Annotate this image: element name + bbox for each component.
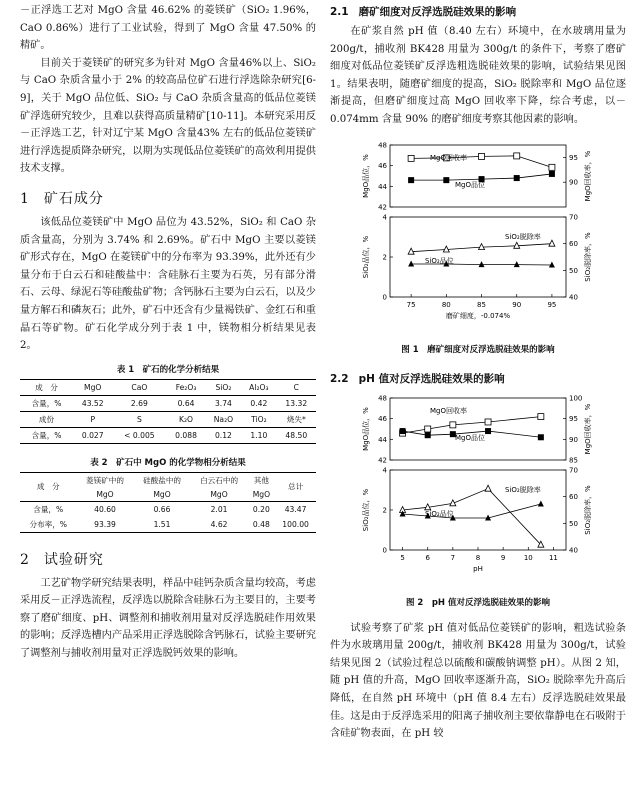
table-cell: 成份 xyxy=(20,411,73,427)
data-point xyxy=(425,426,431,432)
table-cell: MgO xyxy=(153,489,171,499)
table-cell: MgO xyxy=(96,489,114,499)
top-panel-frame xyxy=(390,398,566,460)
subsection-2-1-title: 磨矿细度对反浮选脱硅效果的影响 xyxy=(358,6,517,18)
x-tick-label: 95 xyxy=(547,300,557,309)
table-cell: S xyxy=(112,411,166,427)
data-point xyxy=(485,419,491,425)
y-tick-label: 48 xyxy=(378,394,387,403)
legend-sio2-removal: SiO₂脱除率 xyxy=(505,232,541,241)
right-column xyxy=(330,0,626,743)
table-cell: 含量，% xyxy=(20,395,73,411)
table-cell: 菱镁矿中的 xyxy=(76,472,133,488)
y-tick-label: 2 xyxy=(382,506,387,515)
table-cell: 烧失* xyxy=(277,411,316,427)
table-row xyxy=(20,517,316,533)
table-cell: Na₂O xyxy=(206,411,241,427)
table-cell: Fe₂O₃ xyxy=(166,379,205,395)
y-tick-label: 4 xyxy=(382,466,387,475)
y-tick-label: 95 xyxy=(569,414,578,423)
data-point xyxy=(425,432,431,438)
data-point xyxy=(408,177,414,183)
table-cell: 其他 xyxy=(248,472,276,488)
y-axis-label-bottom-left: SiO₂品位，% xyxy=(362,488,370,531)
table-cell: 40.60 xyxy=(76,501,133,517)
y-tick-label: 85 xyxy=(569,456,578,465)
table-cell: 0.088 xyxy=(166,427,205,443)
section-2-paragraph: 工艺矿物学研究结果表明，样品中硅钙杂质含量均较高，考虑采用反－正浮选流程，反浮选以脱除含硅脉石为主要目的，主要考察了磨矿细度、pH、调整剂和捕收剂用量对反浮选脱硅作用效果的影响；反浮选槽内产品采用正浮选脱除含钙脉石，试验主要研究了调整剂与捕收剂用量对正浮选脱钙效果的影响。 xyxy=(20,577,316,660)
bottom-panel-frame xyxy=(390,217,566,297)
y-tick-label: 48 xyxy=(378,141,387,150)
x-tick-label: 10 xyxy=(523,553,533,562)
table-1-header-row xyxy=(20,379,316,395)
data-point xyxy=(408,260,414,266)
table-row xyxy=(20,501,316,517)
x-tick-label: 80 xyxy=(441,300,451,309)
series-triangle-open xyxy=(408,240,555,254)
subsection-2-1-paragraph: 在矿浆自然 pH 值（8.40 左右）环境中，在水玻璃用量为 200g/t，捕收剂 BK428 用量为 300g/t 的条件下，考察了磨矿细度对低品位菱镁矿反浮选粗选脱硅效果的影响，试验结果见图 1。结果表明，随磨矿细度的提高，SiO₂ 脱除率和 MgO 品位逐渐提高，但磨矿细度过高 MgO 回收率下降，综合考虑，以－0.074mm 含量 90% 的磨矿细度考察其他因素的影响。 xyxy=(330,26,626,125)
table-cell: 4.62 xyxy=(191,517,248,533)
subsection-2-2-title: pH 值对反浮选脱硅效果的影响 xyxy=(358,372,505,385)
subsection-2-1-number: 2.1 xyxy=(330,6,349,18)
data-point xyxy=(549,240,555,246)
table-2-header-row xyxy=(20,472,316,488)
data-point xyxy=(485,428,491,434)
table-row xyxy=(20,395,316,411)
x-tick-label: 6 xyxy=(425,553,430,562)
y-tick-label: 70 xyxy=(569,213,578,222)
y-tick-label: 0 xyxy=(382,293,387,302)
data-point xyxy=(549,261,555,267)
table-cell: 93.39 xyxy=(76,517,133,533)
table-cell: 含量，% xyxy=(20,427,73,443)
data-point xyxy=(479,243,485,249)
legend-mgo-recovery: MgO回收率 xyxy=(430,406,467,415)
series-triangle-open xyxy=(400,485,544,547)
y-tick-label: 0 xyxy=(382,546,387,555)
table-cell: 0.12 xyxy=(206,427,241,443)
series-line xyxy=(403,504,541,518)
x-tick-label: 8 xyxy=(475,553,481,562)
table-2-caption: 表 2 矿石中 MgO 的化学物相分析结果 xyxy=(90,457,246,468)
y-tick-label: 2 xyxy=(382,253,387,262)
data-point xyxy=(479,153,485,159)
y-tick-label: 90 xyxy=(569,178,578,187)
section-1-number: 1 xyxy=(20,190,30,207)
table-cell: 43.52 xyxy=(73,395,112,411)
section-1-heading xyxy=(20,188,316,208)
figure-2-caption: 图 2 pH 值对反浮选脱硅效果的影响 xyxy=(405,597,551,608)
y-axis-label-top-left: MgO品位，% xyxy=(362,153,370,198)
table-cell: TiO₂ xyxy=(241,411,276,427)
table-cell: SiO₂ xyxy=(206,379,241,395)
y-axis-label-top-right: MgO回收率，% xyxy=(584,150,592,201)
after-figure-paragraph: 试验考察了矿浆 pH 值对低品位菱镁矿的影响，粗选试验条件为水玻璃用量 200g/t，捕收剂 BK428 用量为 300g/t，试验结果见图 2（试验过程总以硫酸和碳酸钠调整 pH）。从图 2 知，随 pH 值的升高，MgO 回收率逐渐升高，SiO₂ 脱除率先升高后降低，在自然 pH 环境中（pH 值 8.4 左右）反浮选脱硅效果最佳。这是由于反浮选采用的阳离子捕收剂主要依靠静电在石吸附于含硅矿物表面，在 pH 较 xyxy=(330,622,626,740)
section-2-number: 2 xyxy=(20,551,30,568)
data-point xyxy=(514,175,520,181)
y-axis-label-bottom-right: SiO₂脱除率，% xyxy=(584,484,592,535)
table-2 xyxy=(20,472,316,533)
table-cell: K₂O xyxy=(166,411,205,427)
legend-sio2-removal: SiO₂脱除率 xyxy=(505,485,541,494)
data-point xyxy=(538,500,544,506)
table-cell: 2.01 xyxy=(191,501,248,517)
x-tick-label: 9 xyxy=(500,553,506,562)
y-axis-label-bottom-right: SiO₂脱除率，% xyxy=(584,231,592,282)
table-cell: 0.027 xyxy=(73,427,112,443)
data-point xyxy=(485,485,491,491)
table-cell: 0.66 xyxy=(134,501,191,517)
x-tick-label: 11 xyxy=(548,553,558,562)
x-axis-label: pH xyxy=(473,564,483,573)
table-cell: 含量，% xyxy=(20,501,76,517)
data-point xyxy=(450,421,456,427)
y-axis-label-bottom-left: SiO₂品位，% xyxy=(362,235,370,278)
figure-2-chart xyxy=(330,390,626,590)
data-point xyxy=(549,170,555,176)
y-tick-label: 60 xyxy=(569,492,578,501)
table-cell: 成 分 xyxy=(20,379,73,395)
y-tick-label: 40 xyxy=(569,546,578,555)
y-tick-label: 50 xyxy=(569,266,578,275)
data-point xyxy=(538,434,544,440)
data-point xyxy=(514,152,520,158)
y-tick-label: 44 xyxy=(378,182,387,191)
series-line xyxy=(403,416,541,433)
y-tick-label: 42 xyxy=(378,456,387,465)
section-1-paragraph: 该低品位菱镁矿中 MgO 品位为 43.52%，SiO₂ 和 CaO 杂质含量高，分别为 3.74% 和 2.69%。矿石中 MgO 主要以菱镁矿形式存在，MgO 在菱镁矿中的分布率为 93.39%，此外还有少量分布于白云石和硅酸盐中：含硅脉石主要为石英，另有部分滑石、云母、绿泥石等硅酸盐矿物；含钙脉石主要为白云石，以及少量方解石和磷灰石；此外，矿石中还含有少量褐铁矿、金红石和重晶石等矿物。矿石化学成分列于表 1 中，镁物相分析结果见表 2。 xyxy=(20,216,316,352)
data-point xyxy=(479,261,485,267)
bottom-panel-frame xyxy=(390,470,566,550)
table-cell: 1.10 xyxy=(241,427,276,443)
y-axis-label-top-right: MgO回收率，% xyxy=(584,403,592,454)
table-cell: C xyxy=(277,379,316,395)
x-tick-label: 7 xyxy=(450,553,456,562)
intro-paragraph-1: －正浮选工艺对 MgO 含量 46.62% 的菱镁矿（SiO₂ 1.96%，CaO 0.86%）进行了工业试验，得到了 MgO 含量 47.50% 的精矿。 xyxy=(20,5,316,52)
table-cell: 2.69 xyxy=(112,395,166,411)
table-1 xyxy=(20,379,316,444)
series-line xyxy=(403,488,541,544)
legend-mgo-recovery: MgO回收率 xyxy=(430,153,467,162)
y-tick-label: 60 xyxy=(569,239,578,248)
subsection-2-2-heading xyxy=(330,371,626,386)
data-point xyxy=(408,155,414,161)
y-axis-label-top-left: MgO品位，% xyxy=(362,406,370,451)
table-cell: P xyxy=(73,411,112,427)
data-point xyxy=(514,261,520,267)
legend-mgo-grade: MgO品位 xyxy=(455,433,485,442)
series-triangle-filled xyxy=(400,500,544,520)
table-cell: 0.64 xyxy=(166,395,205,411)
legend-mgo-grade: MgO品位 xyxy=(455,180,485,189)
table-cell: 分布率，% xyxy=(20,517,76,533)
y-tick-label: 100 xyxy=(569,394,583,403)
table-row xyxy=(20,411,316,427)
figure-1-chart xyxy=(330,137,626,337)
table-cell: 43.47 xyxy=(275,501,316,517)
x-tick-label: 75 xyxy=(406,300,416,309)
y-tick-label: 46 xyxy=(378,414,387,423)
y-tick-label: 46 xyxy=(378,161,387,170)
table-cell: 13.32 xyxy=(277,395,316,411)
table-cell: 白云石中的 xyxy=(191,472,248,488)
table-cell: 0.48 xyxy=(248,517,276,533)
table-cell: 0.42 xyxy=(241,395,276,411)
table-cell: 成 分 xyxy=(20,472,76,501)
data-point xyxy=(400,428,406,434)
table-cell: MgO xyxy=(210,489,228,499)
y-tick-label: 95 xyxy=(569,153,578,162)
y-tick-label: 50 xyxy=(569,519,578,528)
table-cell: 硅酸盐中的 xyxy=(134,472,191,488)
figure-1-caption: 图 1 磨矿细度对反浮选脱硅效果的影响 xyxy=(401,344,555,355)
table-cell: 3.74 xyxy=(206,395,241,411)
table-cell: MgO xyxy=(252,489,271,499)
table-cell: 100.00 xyxy=(275,517,316,533)
section-1-title: 矿石成分 xyxy=(43,190,104,207)
y-tick-label: 4 xyxy=(382,213,387,222)
legend-sio2-grade: SiO₂品位 xyxy=(425,256,454,265)
x-tick-label: 90 xyxy=(512,300,522,309)
table-cell: CaO xyxy=(112,379,166,395)
table-cell: Al₂O₃ xyxy=(241,379,276,395)
table-cell: 1.51 xyxy=(134,517,191,533)
subsection-2-2-number: 2.2 xyxy=(330,372,349,385)
y-tick-label: 70 xyxy=(569,466,578,475)
table-cell: MgO xyxy=(73,379,112,395)
x-tick-label: 5 xyxy=(400,553,405,562)
data-point xyxy=(538,413,544,419)
table-cell: < 0.005 xyxy=(112,427,166,443)
y-tick-label: 90 xyxy=(569,435,578,444)
figure-2 xyxy=(330,390,626,608)
table-1-caption: 表 1 矿石的化学分析结果 xyxy=(116,364,220,375)
table-cell: 0.20 xyxy=(248,501,276,517)
table-row xyxy=(20,427,316,443)
left-column xyxy=(20,0,316,663)
y-tick-label: 42 xyxy=(378,203,387,212)
figure-1 xyxy=(330,137,626,355)
x-axis-label: 磨矿细度，-0.074% xyxy=(445,311,511,320)
y-tick-label: 40 xyxy=(569,293,578,302)
x-tick-label: 85 xyxy=(477,300,486,309)
data-point xyxy=(443,177,449,183)
y-tick-label: 44 xyxy=(378,435,387,444)
section-2-heading xyxy=(20,549,316,569)
table-cell: 48.50 xyxy=(277,427,316,443)
intro-paragraph-2: 目前关于菱镁矿的研究多为针对 MgO 含量46%以上、SiO₂ 与 CaO 杂质含量小于 2% 的较高品位矿石进行浮选除杂研究[6-9]，关于 MgO 品位低、SiO₂ 与 CaO 杂质含量高的低品位菱镁矿浮选研究较少，且难以获得高质量精矿[10-11]。本研究采用反－正浮选工艺，针对辽宁某 MgO 含量43% 左右的低品位菱镁矿进行浮选提质降杂研究，以期为实现低品位菱镁矿的高效利用提供技术支撑。 xyxy=(20,57,316,175)
table-cell: 总计 xyxy=(275,472,316,501)
top-panel-frame xyxy=(390,145,566,207)
data-point xyxy=(549,164,555,170)
legend-sio2-grade: SiO₂品位 xyxy=(425,509,454,518)
subsection-2-1-heading xyxy=(330,4,626,19)
section-2-title: 试验研究 xyxy=(43,551,104,568)
